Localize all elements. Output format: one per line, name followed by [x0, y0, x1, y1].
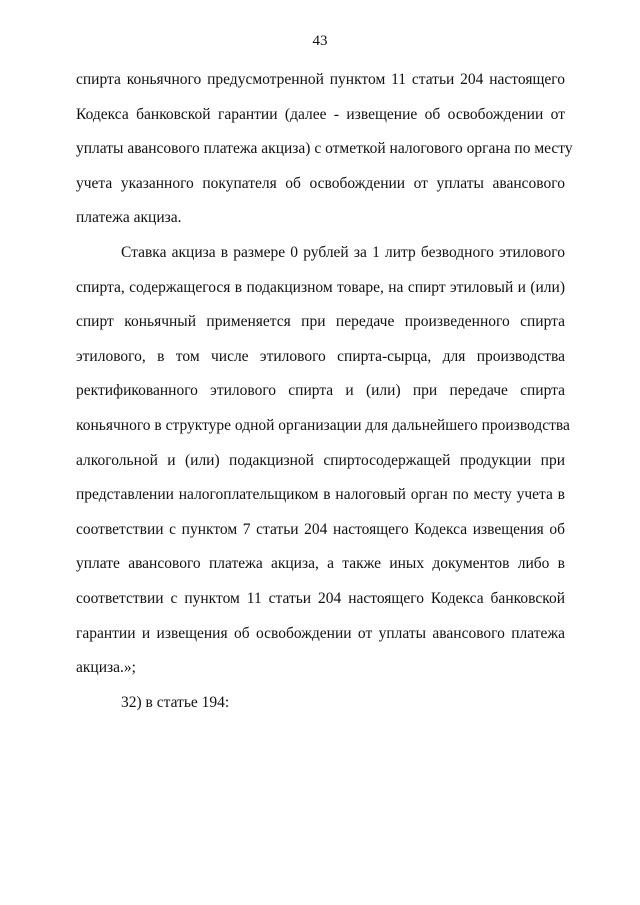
paragraph-item-32 [76, 686, 565, 721]
text-line: ректификованного этилового спирта и (или) при передаче спирта [76, 382, 565, 400]
page-number: 43 [312, 33, 328, 49]
text-line: соответствии с пунктом 7 статьи 204 настоящего Кодекса извещения об [76, 520, 565, 538]
text-line: Кодекса банковской гарантии (далее - извещение об освобождении от [76, 105, 565, 123]
text-line: Ставка акциза в размере 0 рублей за 1 литр безводного этилового [121, 243, 565, 261]
text-line: спирта, содержащегося в подакцизном товаре, на спирт этиловый и (или) [76, 278, 565, 296]
text-line: соответствии с пунктом 11 статьи 204 настоящего Кодекса банковской [76, 589, 565, 607]
document-body [76, 63, 573, 720]
text-line: акциза.»; [76, 659, 136, 677]
text-line: уплате авансового платежа акциза, а также иных документов либо в [76, 555, 565, 573]
text-line: этилового, в том числе этилового спирта-сырца, для производства [76, 347, 565, 365]
text-line: платежа акциза. [76, 209, 182, 227]
paragraph-continuation [76, 63, 573, 236]
text-line: гарантии и извещения об освобождении от уплаты авансового платежа [76, 624, 565, 642]
text-line: коньячного в структуре одной организации для дальнейшего производства [76, 416, 570, 434]
text-line: спирта коньячного предусмотренной пунктом 11 статьи 204 настоящего [76, 71, 565, 88]
text-line: алкогольной и (или) подакцизной спиртосодержащей продукции при [76, 451, 565, 469]
text-line: учета указанного покупателя об освобождении от уплаты авансового [76, 174, 565, 192]
text-line: 32) в статье 194: [121, 693, 230, 711]
text-line: представлении налогоплательщиком в налоговый орган по месту учета в [76, 486, 565, 504]
paragraph-excise-rate [76, 236, 570, 686]
text-line: спирт коньячный применяется при передаче произведенного спирта [76, 313, 565, 331]
text-line: уплаты авансового платежа акциза) с отметкой налогового органа по месту [76, 140, 573, 158]
